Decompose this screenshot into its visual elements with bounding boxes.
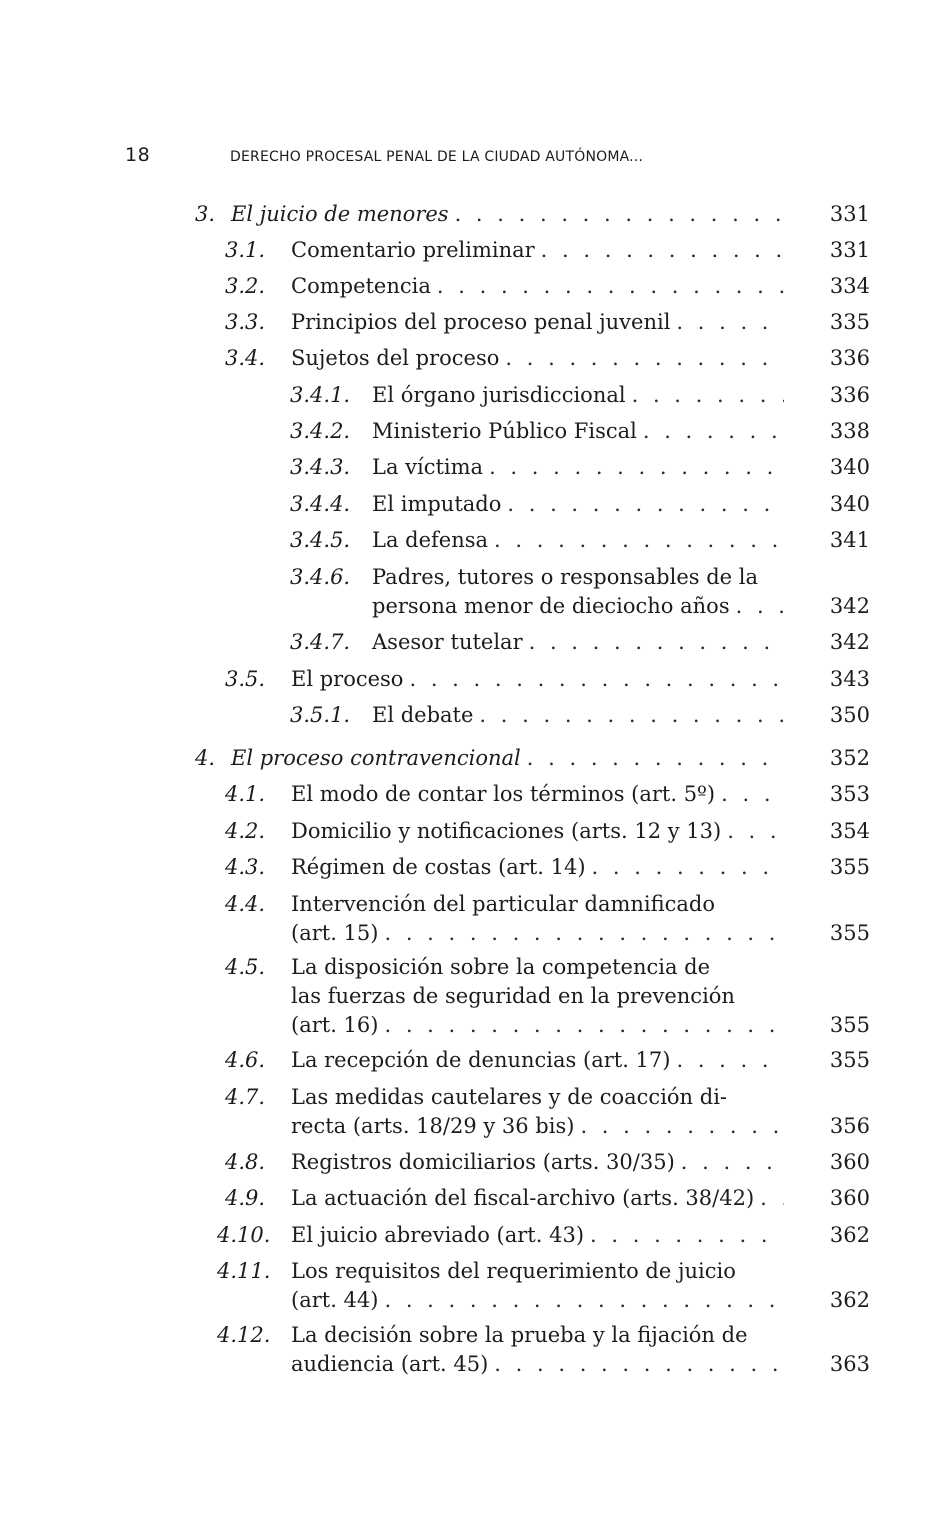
toc-entry-title: audiencia (art. 45): [291, 1352, 489, 1376]
toc-entry: [195, 665, 870, 694]
toc-entry-title: Principios del proceso penal juvenil: [291, 310, 671, 334]
toc-entry-number: 4.11.: [217, 1259, 271, 1283]
toc-entry-number: 3.4.5.: [290, 528, 351, 552]
toc-entry-title: Asesor tutelar: [372, 630, 523, 654]
toc-entry-page: 355: [829, 1048, 870, 1072]
dot-leader: [384, 919, 784, 948]
toc-entry-title: El proceso: [291, 667, 404, 691]
toc-entry-page: 356: [829, 1114, 870, 1138]
dot-leader: [494, 1350, 784, 1379]
toc-entry-title: recta (arts. 18/29 y 36 bis): [291, 1114, 575, 1138]
toc-entry-page: 342: [829, 630, 870, 654]
dot-leader: [479, 701, 784, 730]
toc-entry-number: 4.3.: [225, 855, 266, 879]
toc-entry-title: La actuación del fiscal-archivo (arts. 38/42): [291, 1186, 755, 1210]
toc-entry-title: El juicio de menores: [231, 202, 449, 226]
toc-entry-page: 363: [829, 1352, 870, 1376]
toc-entry-number: 4.7.: [225, 1085, 266, 1109]
dot-leader: [736, 592, 784, 621]
toc-entry-title: Domicilio y notificaciones (arts. 12 y 13): [291, 819, 722, 843]
toc-entry: [195, 236, 870, 265]
toc-entry: [195, 817, 870, 846]
toc-entry-title: La disposición sobre la competencia de: [291, 955, 711, 979]
toc-entry: [195, 1046, 870, 1075]
toc-entry-number: 3.5.: [225, 667, 266, 691]
toc-entry-number: 3.4.2.: [290, 419, 351, 443]
toc-entry: [195, 490, 870, 519]
toc-entry: [195, 1321, 870, 1379]
dot-leader: [727, 817, 784, 846]
toc-entry: [195, 628, 870, 657]
toc-entry-number: 3.4.: [225, 346, 266, 370]
toc-entry-title: El imputado: [372, 492, 502, 516]
toc-entry-number: 3.2.: [225, 274, 266, 298]
toc-entry: [195, 701, 870, 730]
toc-entry-title: El debate: [372, 703, 474, 727]
toc-entry-title: Comentario preliminar: [291, 238, 535, 262]
toc-entry: [195, 890, 870, 948]
toc-entry-page: 331: [829, 238, 870, 262]
dot-leader: [643, 417, 784, 446]
toc-entry-title: las fuerzas de seguridad en la prevención: [291, 984, 735, 1008]
toc-entry-number: 4.1.: [225, 782, 266, 806]
toc-entry-number: 4.12.: [217, 1323, 271, 1347]
toc-entry-page: 360: [829, 1150, 870, 1174]
toc-entry-page: 343: [829, 667, 870, 691]
toc-entry-page: 355: [829, 921, 870, 945]
dot-leader: [489, 453, 784, 482]
toc-entry-title: El órgano jurisdiccional: [372, 383, 626, 407]
toc-entry-title: (art. 15): [291, 921, 379, 945]
toc-entry-page: 350: [829, 703, 870, 727]
toc-entry-page: 352: [829, 746, 870, 770]
dot-leader: [592, 853, 784, 882]
page-number: 18: [125, 144, 151, 166]
toc-entry-page: 353: [829, 782, 870, 806]
toc-entry-number: 3.3.: [225, 310, 266, 334]
toc-entry-number: 4.: [195, 746, 216, 770]
toc-entry: [195, 453, 870, 482]
toc-entry-number: 3.4.3.: [290, 455, 351, 479]
toc-entry: [195, 563, 870, 621]
running-title: DERECHO PROCESAL PENAL DE LA CIUDAD AUTÓNOMA...: [230, 149, 644, 165]
dot-leader: [760, 1184, 784, 1213]
toc-entry: [195, 1148, 870, 1177]
toc-entry: [195, 381, 870, 410]
toc-entry-page: 354: [829, 819, 870, 843]
toc-entry: [195, 200, 870, 229]
toc-entry-title: La decisión sobre la prueba y la fijación de: [291, 1323, 748, 1347]
toc-entry-number: 4.5.: [225, 955, 266, 979]
toc-entry-page: 338: [829, 419, 870, 443]
toc-entry: [195, 272, 870, 301]
dot-leader: [721, 780, 784, 809]
toc-entry-number: 4.4.: [225, 892, 266, 916]
toc-entry: [195, 744, 870, 773]
toc-entry-title: persona menor de dieciocho años: [372, 594, 730, 618]
toc-entry: [195, 526, 870, 555]
dot-leader: [505, 344, 784, 373]
dot-leader: [507, 490, 784, 519]
toc-entry: [195, 308, 870, 337]
toc-entry-title: Padres, tutores o responsables de la: [372, 565, 758, 589]
toc-entry: [195, 1221, 870, 1250]
dot-leader: [455, 200, 784, 229]
toc-entry: [195, 1184, 870, 1213]
dot-leader: [409, 665, 784, 694]
toc-entry-number: 4.8.: [225, 1150, 266, 1174]
toc-entry-number: 3.4.1.: [290, 383, 351, 407]
toc-entry-title: Sujetos del proceso: [291, 346, 500, 370]
dot-leader: [632, 381, 784, 410]
toc-entry-title: Las medidas cautelares y de coacción di-: [291, 1085, 728, 1109]
toc-entry-page: 340: [829, 492, 870, 516]
dot-leader: [676, 308, 784, 337]
toc-entry-title: El proceso contravencional: [231, 746, 521, 770]
toc-entry-page: 362: [829, 1288, 870, 1312]
dot-leader: [527, 744, 784, 773]
toc-entry-title: Competencia: [291, 274, 431, 298]
toc-entry-page: 331: [829, 202, 870, 226]
toc-entry-page: 334: [829, 274, 870, 298]
dot-leader: [590, 1221, 784, 1250]
toc-entry-page: 355: [829, 1013, 870, 1037]
toc-entry-number: 3.4.4.: [290, 492, 351, 516]
running-header: [125, 144, 815, 170]
toc-entry-number: 3.: [195, 202, 216, 226]
toc-entry-number: 4.9.: [225, 1186, 266, 1210]
toc-entry-title: La recepción de denuncias (art. 17): [291, 1048, 671, 1072]
dot-leader: [437, 272, 784, 301]
dot-leader: [580, 1112, 784, 1141]
toc-entry-page: 335: [829, 310, 870, 334]
toc-entry-title: La víctima: [372, 455, 484, 479]
toc-entry: [195, 1083, 870, 1141]
dot-leader: [529, 628, 784, 657]
toc-entry-number: 3.4.6.: [290, 565, 351, 589]
dot-leader: [384, 1286, 784, 1315]
toc-entry-number: 3.1.: [225, 238, 266, 262]
toc-entry-number: 3.5.1.: [290, 703, 351, 727]
toc-entry-title: Intervención del particular damnificado: [291, 892, 716, 916]
toc-entry-page: 362: [829, 1223, 870, 1247]
toc-entry-title: (art. 44): [291, 1288, 379, 1312]
toc-entry-title: Ministerio Público Fiscal: [372, 419, 637, 443]
toc-entry: [195, 1257, 870, 1315]
toc-entry-title: El juicio abreviado (art. 43): [291, 1223, 585, 1247]
toc-entry: [195, 853, 870, 882]
toc-entry-page: 342: [829, 594, 870, 618]
toc-entry-title: Los requisitos del requerimiento de juicio: [291, 1259, 736, 1283]
toc-entry-page: 360: [829, 1186, 870, 1210]
toc-entry-page: 340: [829, 455, 870, 479]
dot-leader: [384, 1011, 784, 1040]
toc-entry-title: El modo de contar los términos (art. 5º): [291, 782, 716, 806]
toc-entry-title: (art. 16): [291, 1013, 379, 1037]
toc-entry-page: 336: [829, 346, 870, 370]
toc-entry-page: 341: [829, 528, 870, 552]
toc-entry-title: Registros domiciliarios (arts. 30/35): [291, 1150, 675, 1174]
toc-entry-number: 4.10.: [217, 1223, 271, 1247]
toc-entry: [195, 417, 870, 446]
toc-entry-title: Régimen de costas (art. 14): [291, 855, 586, 879]
toc-entry-title: La defensa: [372, 528, 489, 552]
dot-leader: [681, 1148, 784, 1177]
dot-leader: [494, 526, 784, 555]
toc-entry: [195, 953, 870, 1040]
toc-entry-number: 3.4.7.: [290, 630, 351, 654]
toc-entry-page: 336: [829, 383, 870, 407]
toc-entry-page: 355: [829, 855, 870, 879]
toc-entry: [195, 344, 870, 373]
toc-entry-number: 4.6.: [225, 1048, 266, 1072]
toc-entry: [195, 780, 870, 809]
toc-entry-number: 4.2.: [225, 819, 266, 843]
dot-leader: [676, 1046, 784, 1075]
dot-leader: [541, 236, 784, 265]
